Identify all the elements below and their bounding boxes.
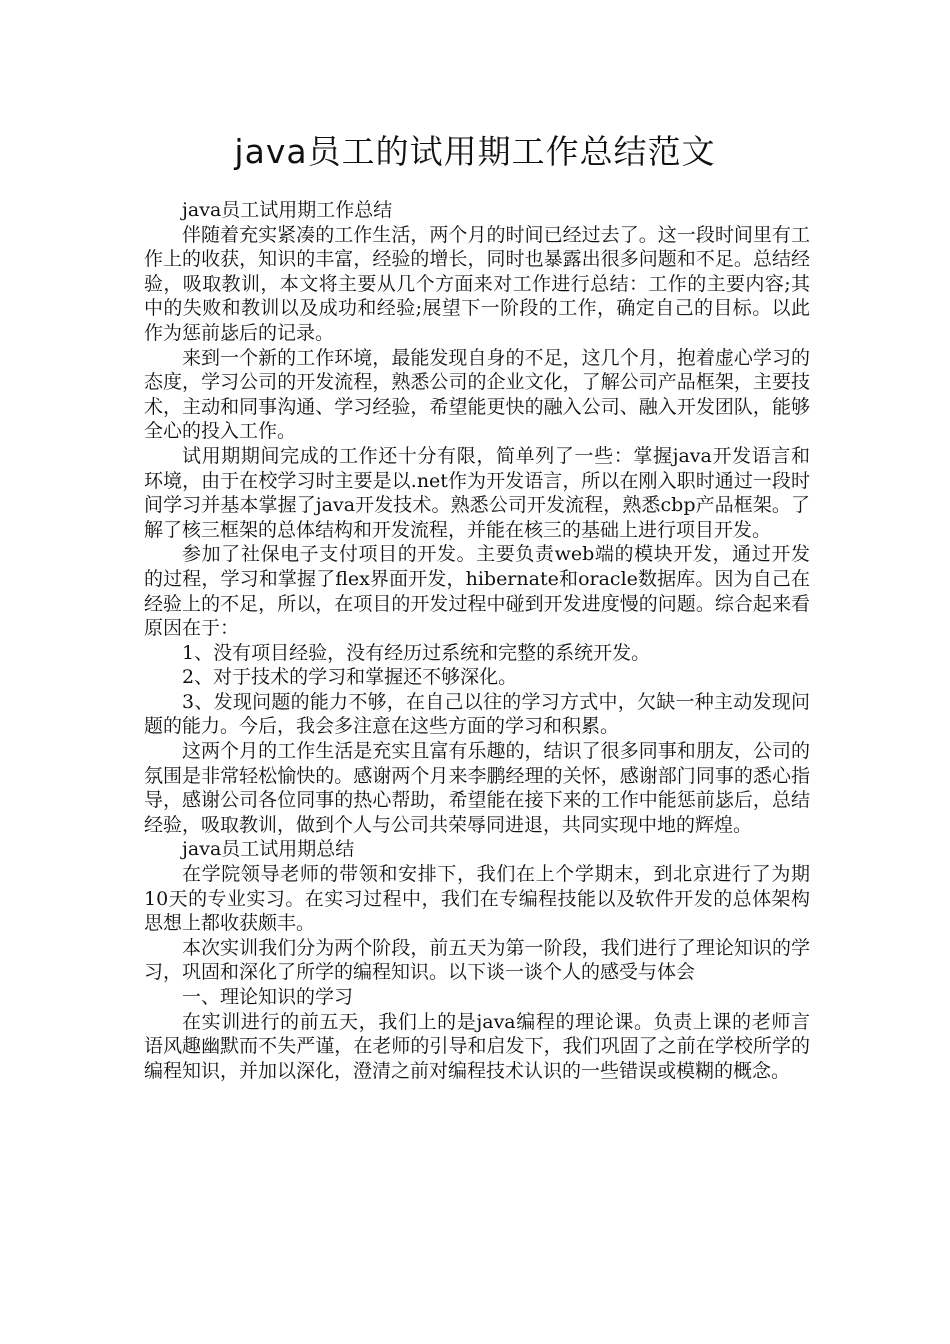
list-item: 2、对于技术的学习和掌握还不够深化。 [182,666,518,689]
paragraph: 来到一个新的工作环境，最能发现自身的不足，这几个月，抱着虚心学习的态度，学习公司的开发流程，熟悉公司的企业文化，了解公司产品框架，主要技术，主动和同事沟通、学习经验，希望能更快的融入公司、融入开发团队，能够全心的投入工作。 [144,346,810,443]
list-item: 1、没有项目经验，没有经历过系统和完整的系统开发。 [182,641,651,664]
paragraph: 本次实训我们分为两个阶段，前五天为第一阶段，我们进行了理论知识的学习，巩固和深化了所学的编程知识。以下谈一谈个人的感受与体会 [144,936,810,984]
paragraph: 在实训进行的前五天，我们上的是java编程的理论课。负责上课的老师言语风趣幽默而不失严谨，在老师的引导和启发下，我们巩固了之前在学校所学的编程知识，并加以深化，澄清之前对编程技术认识的一些错误或模糊的概念。 [144,1010,810,1082]
document-body [144,198,810,1083]
subsection-heading: 一、理论知识的学习 [182,986,354,1008]
paragraph: 在学院领导老师的带领和安排下，我们在上个学期末，到北京进行了为期10天的专业实习。在实习过程中，我们在专编程技能以及软件开发的总体架构思想上都收获颇丰。 [144,863,810,935]
list-item: 3、发现问题的能力不够，在自己以往的学习方式中，欠缺一种主动发现问题的能力。今后，我会多注意在这些方面的学习和积累。 [144,690,810,738]
paragraph: 这两个月的工作生活是充实且富有乐趣的，结识了很多同事和朋友，公司的氛围是非常轻松愉快的。感谢两个月来李鹏经理的关怀，感谢部门同事的悉心指导，感谢公司各位同事的热心帮助，希望能在接下来的工作中能惩前毖后，总结经验，吸取教训，做到个人与公司共荣辱同进退，共同实现中地的辉煌。 [144,740,810,836]
paragraph: 试用期期间完成的工作还十分有限，简单列了一些：掌握java开发语言和环境，由于在校学习时主要是以.net作为开发语言，所以在刚入职时通过一段时间学习并基本掌握了java开发技术。熟悉公司开发流程，熟悉cbp产品框架。了解了核三框架的总体结构和开发流程，并能在核三的基础上进行项目开发。 [144,444,810,541]
paragraph: 伴随着充实紧凑的工作生活，两个月的时间已经过去了。这一段时间里有工作上的收获，知识的丰富，经验的增长，同时也暴露出很多问题和不足。总结经验，吸取教训，本文将主要从几个方面来对工作进行总结：工作的主要内容;其中的失败和教训以及成功和经验;展望下一阶段的工作，确定自己的目标。以此作为惩前毖后的记录。 [144,223,810,344]
paragraph: 参加了社保电子支付项目的开发。主要负责web端的模块开发，通过开发的过程，学习和掌握了flex界面开发，hibernate和oracle数据库。因为自己在经验上的不足，所以，在项目的开发过程中碰到开发进度慢的问题。综合起来看原因在于： [144,543,810,640]
section-heading: java员工试用期总结 [182,838,355,861]
section-heading: java员工试用期工作总结 [182,199,393,221]
document-title: java员工的试用期工作总结范文 [234,132,716,171]
